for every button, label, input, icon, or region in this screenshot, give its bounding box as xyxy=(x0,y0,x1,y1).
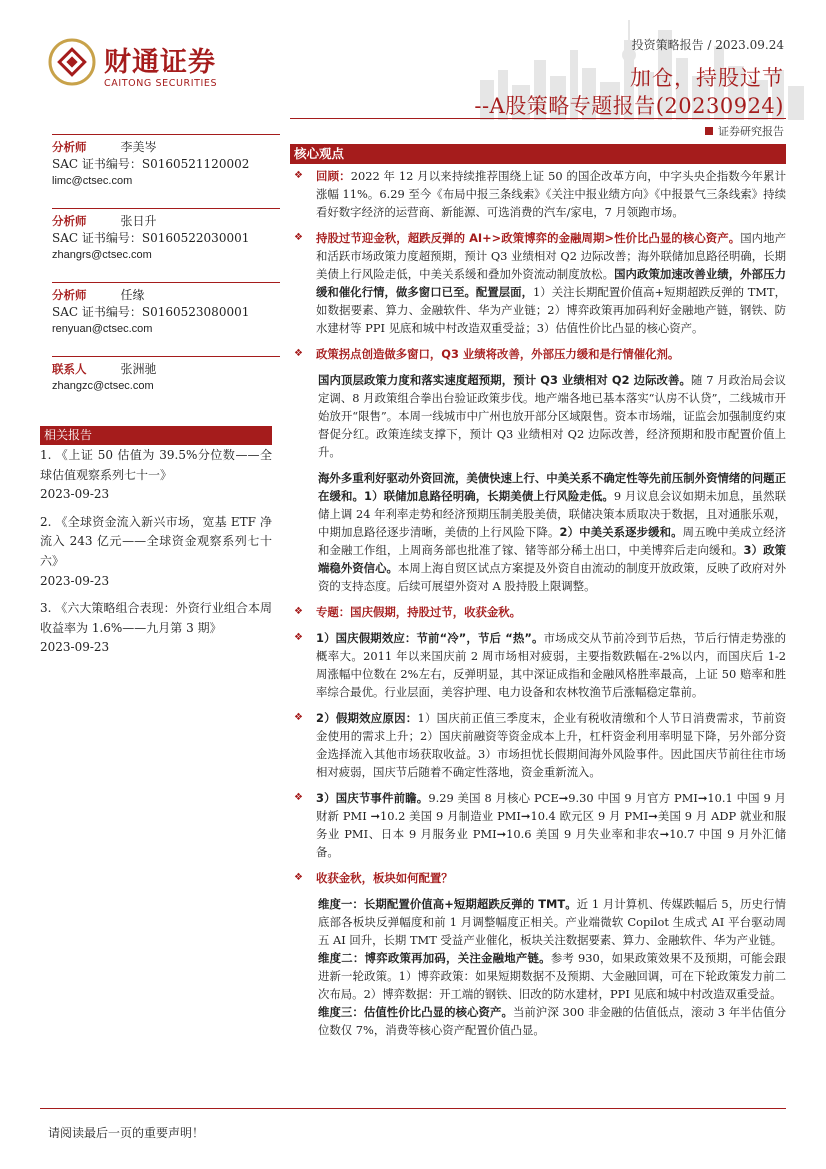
report-title: 加仓，持股过节 xyxy=(630,66,784,90)
review-text: 2022 年 12 月以来持续推荐围绕上证 50 的国企改革方向，中字头央企指数今年累计涨幅 11%。6.29 至今《布局中报三条线索》《关注中报业绩方向》《中报景气三条线索》持续看好数字经济的运营商、新能源、可选消费的汽车/家电，7 月领跑市场。 xyxy=(316,169,786,219)
related-report-title[interactable]: 2. 《全球资金流入新兴市场，宽基 ETF 净流入 243 亿元——全球资金观察系列七十六》 xyxy=(40,514,272,568)
analyst-sac: SAC 证书编号：S0160521120002 xyxy=(52,157,250,171)
dimension-three-headline: 维度三：估值性价比凸显的核心资产。 xyxy=(318,1005,513,1019)
dimension-one-headline: 维度一：长期配置价值高+短期超跌反弹的 TMT。 xyxy=(318,897,577,911)
report-type-label: 证券研究报告 xyxy=(718,125,784,138)
analyst-role: 分析师 xyxy=(52,214,87,228)
core-views-heading: 核心观点 xyxy=(290,144,786,164)
bullet-holiday xyxy=(292,603,786,621)
bullet-policy xyxy=(292,345,786,363)
company-logo xyxy=(48,38,248,94)
diamond-bullet-icon: ❖ xyxy=(294,606,303,617)
analyst-name: 张日升 xyxy=(120,214,157,228)
footer-disclaimer: 请阅读最后一页的重要声明！ xyxy=(48,1126,205,1140)
diamond-bullet-icon: ❖ xyxy=(294,348,303,359)
allocation-headline: 收获金秋，板块如何配置？ xyxy=(316,871,453,885)
bullet-review xyxy=(292,167,786,221)
diamond-bullet-icon: ❖ xyxy=(294,170,303,181)
contact-card xyxy=(52,356,280,395)
review-label: 回顾： xyxy=(316,169,351,183)
holding-text: 国内地产和活跃市场政策力度超预期，预计 Q3 业绩相对 Q2 边际改善；海外联储加息路径明确，长期美债上行风险走低，中美关系缓和叠加外资流动制度放松。 xyxy=(316,231,786,281)
dimension-one-text: 近 1 月计算机、传媒跌幅后 5，历史行情底部各板块反弹幅度和前 1 月调整幅度正相关。产业端微软 Copilot 生成式 AI 平台驱动周五 AI 回升，长期 TMT 受益产业催化，板块关注数据要素、算力、金融软件、华为产业链。 xyxy=(318,897,787,947)
holiday-effect-headline: 1）国庆假期效应：节前“冷”，节后 “热”。 xyxy=(316,631,544,645)
related-report-title[interactable]: 1. 《上证 50 估值为 39.5%分位数——全球估值观察系列七十一》 xyxy=(40,448,272,482)
overseas-point2: 2）中美关系逐步缓和。 xyxy=(559,525,683,539)
related-report-date: 2023-09-23 xyxy=(40,573,110,588)
contact-role: 联系人 xyxy=(52,362,87,376)
contact-name: 张洲驰 xyxy=(120,362,157,376)
analyst-role: 分析师 xyxy=(52,288,87,302)
related-report-item[interactable] xyxy=(40,513,272,591)
core-views-body xyxy=(292,167,786,1047)
analyst-name: 李美岑 xyxy=(120,140,157,154)
dimension-two-text: 参考 930，如果政策效果不及预期，可能会跟进新一轮政策。1）博弈政策：如果短期数据不及预期、大金融回调，可在下轮政策发力前二次布局。2）博弈数据：开工端的钢铁、旧改的防水建材，PPI 见底和城中村改造双重受益。 xyxy=(318,951,786,1001)
overseas-text2: 周五晚中美成立经济和金融工作组，上周商务部也批准了镓、锗等部分稀土出口，中美博弈后走向缓和。 xyxy=(318,525,786,557)
dimension-three-text: 当前沪深 300 非金融的估值低点，滚动 3 年半估值分位数仅 7%，消费等核心资产配置价值凸显。 xyxy=(318,1005,786,1037)
diamond-bullet-icon: ❖ xyxy=(294,712,303,723)
related-report-item[interactable] xyxy=(40,599,272,658)
analyst-email[interactable]: limc@ctsec.com xyxy=(52,175,133,187)
holiday-headline: 专题：国庆假期，持股过节，收获金秋。 xyxy=(316,605,522,619)
holding-headline: 持股过节迎金秋，超跌反弹的 AI+>政策博弈的金融周期>性价比凸显的核心资产。 xyxy=(316,231,741,245)
policy-overseas xyxy=(318,469,786,595)
allocation-dimensions xyxy=(318,895,786,1039)
holiday-events-headline: 3）国庆节事件前瞻。 xyxy=(316,791,429,805)
holiday-reason-headline: 2）假期效应原因： xyxy=(316,711,418,725)
diamond-bullet-icon: ❖ xyxy=(294,792,303,803)
related-report-date: 2023-09-23 xyxy=(40,487,110,502)
holiday-reason-text: 1）国庆前正值三季度末，企业有税收清缴和个人节日消费需求，节前资金使用的需求上升；2）国庆前融资等资金成本上升，杠杆资金利用率明显下降，另外部分资金选择流入其他市场获取收益。3）市场担忧长假期间海外风险事件。因此国庆节前往往市场相对疲弱，国庆节后随着不确定性落地，资金重新流入。 xyxy=(316,711,786,779)
overseas-point3: 3）政策端稳外资信心。 xyxy=(318,543,786,575)
analyst-card xyxy=(52,208,280,264)
analyst-card xyxy=(52,282,280,338)
analyst-sac: SAC 证书编号：S0160522030001 xyxy=(52,231,250,245)
dimension-two xyxy=(318,949,786,1003)
overseas-headline: 海外多重利好驱动外资回流，美债快速上行、中美关系不确定性等先前压制外资情绪的问题正在缓和。1）联储加息路径明确，长期美债上行风险走低。 xyxy=(318,471,786,503)
policy-domestic xyxy=(318,371,786,461)
footer-divider xyxy=(40,1108,786,1109)
related-report-date: 2023-09-23 xyxy=(40,640,110,655)
diamond-bullet-icon: ❖ xyxy=(294,232,303,243)
analyst-email[interactable]: zhangrs@ctsec.com xyxy=(52,249,152,261)
report-meta: 投资策略报告 / 2023.09.24 xyxy=(631,38,784,52)
caitong-logo-icon xyxy=(48,38,96,86)
related-report-item[interactable] xyxy=(40,446,272,505)
square-bullet-icon xyxy=(705,127,713,135)
analyst-sac: SAC 证书编号：S0160523080001 xyxy=(52,305,250,319)
analyst-email[interactable]: renyuan@ctsec.com xyxy=(52,323,153,335)
holding-highlight: 国内政策加速改善业绩，外部压力缓和催化行情，做多窗口已至。配置层面， xyxy=(316,267,786,299)
holiday-effect-text: 市场成交从节前冷到节后热，节后行情走势涨的概率大。2011 年以来国庆前 2 周市场相对疲弱，主要指数跌幅在-2%以内，而国庆后 1-2 周涨幅中位数在 2%左右，反弹明显，其中深证成指和金融风格胜率最高，上证 50 赔率和胜率综合最优。行业层面，美容护理、电力设备和农林牧渔节后涨幅稳定靠前。 xyxy=(316,631,786,699)
logo-chinese-name: 财通证券 xyxy=(104,47,216,78)
contact-email[interactable]: zhangzc@ctsec.com xyxy=(52,380,154,392)
overseas-text3: 本周上海自贸区试点方案提及外资自由流动的制度开放政策，反映了政府对外资的支持态度。后续可展望外资对 A 股持股上限调整。 xyxy=(318,561,786,593)
bullet-holiday-reason xyxy=(292,709,786,781)
title-divider xyxy=(290,118,786,119)
diamond-bullet-icon: ❖ xyxy=(294,872,303,883)
domestic-headline: 国内顶层政策力度和落实速度超预期，预计 Q3 业绩相对 Q2 边际改善。 xyxy=(318,373,692,387)
dimension-three xyxy=(318,1003,786,1039)
analyst-name: 任缘 xyxy=(120,288,145,302)
holding-allocation: 1）关注长期配置价值高+短期超跌反弹的 TMT，如数据要素、算力、金融软件、华为产业链；2）博弈政策再加码利好金融地产链，钢铁、防水建材等 PPI 见底和城中村改造双重受益；3）估值性价比凸显的核心资产。 xyxy=(316,285,786,335)
dimension-two-headline: 维度二：博弈政策再加码，关注金融地产链。 xyxy=(318,951,551,965)
bullet-holiday-effect xyxy=(292,629,786,701)
policy-headline: 政策拐点创造做多窗口，Q3 业绩将改善，外部压力缓和是行情催化剂。 xyxy=(316,347,680,361)
related-reports-list xyxy=(40,446,272,666)
dimension-one xyxy=(318,895,786,949)
analyst-role: 分析师 xyxy=(52,140,87,154)
bullet-holding xyxy=(292,229,786,337)
related-reports-heading: 相关报告 xyxy=(40,426,272,445)
report-subtitle: --A股策略专题报告(20230924) xyxy=(474,94,784,118)
diamond-bullet-icon: ❖ xyxy=(294,632,303,643)
bullet-holiday-events xyxy=(292,789,786,861)
related-report-title[interactable]: 3. 《六大策略组合表现：外资行业组合本周收益率为 1.6%——九月第 3 期》 xyxy=(40,601,272,635)
bullet-allocation xyxy=(292,869,786,887)
overseas-text: 9 月议息会议如期未加息，虽然联储上调 24 年利率走势和经济预期压制美股美债，联储决策本质取决于数据，且对通胀乐观，中期加息路径逐步清晰，美债的上行风险下降。 xyxy=(318,489,786,539)
holiday-events-text: 9.29 美国 8 月核心 PCE➞9.30 中国 9 月官方 PMI➞10.1 中国 9 月财新 PMI ➞10.2 美国 9 月制造业 PMI➞10.4 欧元区 9 月 PMI➞美国 9 月 ADP 就业和服务业 PMI、日本 9 月服务业 PMI➞10.6 美国 9 月失业率和非农➞10.7 中国 9 月外汇储备。 xyxy=(316,791,786,859)
report-type xyxy=(705,123,784,139)
analyst-card xyxy=(52,134,280,190)
logo-english-name: CAITONG SECURITIES xyxy=(104,78,218,89)
analyst-panel xyxy=(52,134,280,413)
domestic-text: 随 7 月政治局会议定调、8 月政策组合拳出台验证政策步伐。地产端各地已基本落实“认房不认贷”，二线城市开始放开“限售”。本周一线城市中广州也放开部分区域限售。资本市场端，证监会加强制度约束督促分红。政策连续支撑下，预计 Q3 业绩相对 Q2 边际改善，经济预期和股市配置价值上升。 xyxy=(318,373,786,459)
